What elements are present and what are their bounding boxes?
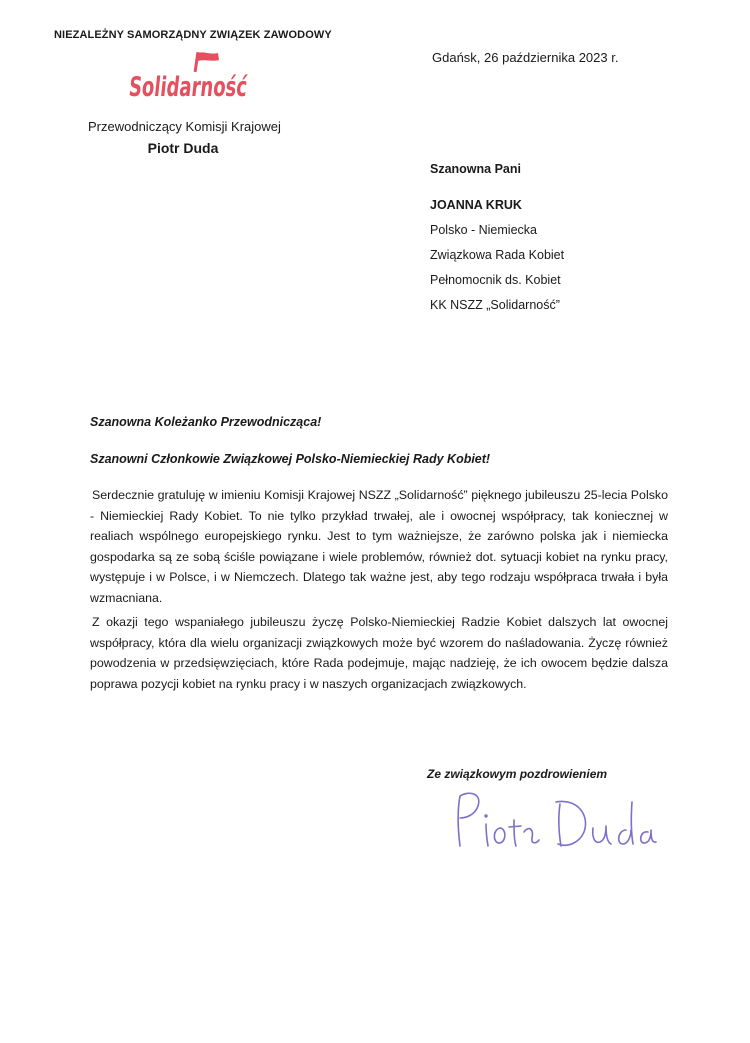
svg-text:Solidarność: Solidarność — [127, 72, 308, 103]
body-paragraph: Z okazji tego wspaniałego jubileuszu życzę Polsko-Niemieckiej Radzie Kobiet dalszych lat owocnej współpracy, która dla wielu organizacji związkowych może być wzorem do naśladowania. Życzę również powodzenia w przedsięwzięciach, które Rada podejmuje, mając nadzieję, że ich owocem będzie dalsza poprawa pozycji kobiet na rynku pracy i w naszych organizacjach związkowych. — [90, 615, 668, 691]
addressee-name: JOANNA KRUK — [430, 198, 522, 212]
addressee-salutation: Szanowna Pani — [430, 162, 521, 176]
body-paragraph: Serdecznie gratuluję w imieniu Komisji Krajowej NSZZ „Solidarność” pięknego jubileuszu 25-lecia Polsko - Niemieckiej Rady Kobiet. To nie tylko przykład trwałej, ale i owocnej współpracy, tak koniecznej w realiach wspólnego europejskiego rynku. Jest to tym ważniejsze, że zarówno polska jak i niemiecka gospodarka są ze sobą ściśle powiązane i wiele problemów, również dot. sytuacji kobiet na rynku pracy, występuje i w Polsce, i w Niemczech. Dlatego tak ważne jest, aby tego rodzaju współpraca trwała i była wzmacniana. — [90, 488, 668, 605]
addressee-line: Pełnomocnik ds. Kobiet — [430, 273, 561, 287]
addressee-line: KK NSZZ „Solidarność” — [430, 298, 560, 312]
greeting-chairwoman: Szanowna Koleżanko Przewodnicząca! — [90, 415, 322, 429]
place-date: Gdańsk, 26 października 2023 r. — [432, 50, 619, 65]
closing-phrase: Ze związkowym pozdrowieniem — [427, 767, 608, 781]
solidarnosc-logo — [126, 50, 308, 106]
chair-title: Przewodniczący Komisji Krajowej — [88, 119, 281, 134]
addressee-line: Polsko - Niemiecka — [430, 223, 537, 237]
union-name: NIEZALEŻNY SAMORZĄDNY ZWIĄZEK ZAWODOWY — [54, 29, 332, 41]
addressee-line: Związkowa Rada Kobiet — [430, 248, 565, 262]
addressee-block — [430, 161, 564, 322]
greeting-members: Szanowni Członkowie Związkowej Polsko-Niemieckiej Rady Kobiet! — [90, 452, 491, 466]
handwritten-signature — [448, 780, 658, 860]
chair-name: Piotr Duda — [147, 140, 219, 156]
